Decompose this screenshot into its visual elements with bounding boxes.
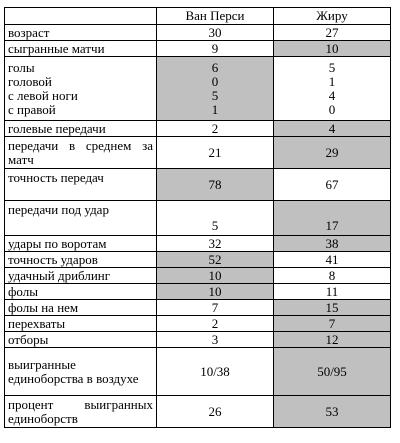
row-label: сыгранные матчи [5, 41, 157, 57]
player1-value: 10 [157, 284, 274, 300]
table-body [5, 25, 391, 428]
player1-value: 1 [211, 101, 219, 117]
player1-value: 2 [157, 121, 274, 137]
row-label: точность ударов [5, 252, 157, 268]
row-label: возраст [5, 25, 157, 41]
table-row [5, 236, 391, 252]
table-row [5, 201, 391, 236]
player2-value: 27 [274, 25, 391, 41]
table-row [5, 300, 391, 316]
table-row [5, 41, 391, 57]
player1-value: 32 [157, 236, 274, 252]
row-label: с правой [8, 101, 56, 117]
row-label: голы [8, 59, 35, 75]
table-row [5, 57, 391, 121]
player2-value: 4 [274, 121, 391, 137]
player2-value: 15 [274, 300, 391, 316]
row-label: выигранные единоборства в воздухе [5, 348, 157, 396]
row-label: с левой ноги [8, 87, 78, 103]
player1-value: 6 [211, 59, 219, 75]
row-label: отборы [5, 332, 157, 348]
player1-value: 52 [157, 252, 274, 268]
row-label: фолы [5, 284, 157, 300]
table-row [5, 25, 391, 41]
row-label: фолы на нем [5, 300, 157, 316]
table-row [5, 284, 391, 300]
player1-value: 5 [157, 201, 274, 236]
player2-value: 0 [328, 101, 336, 117]
player2-value: 7 [274, 316, 391, 332]
row-label: удачный дриблинг [5, 268, 157, 284]
table-row [5, 268, 391, 284]
table-row [5, 252, 391, 268]
header-row [5, 8, 391, 25]
player1-value: 0 [211, 73, 219, 89]
player1-value: 10/38 [157, 348, 274, 396]
table-row [5, 169, 391, 201]
player2-value: 1 [328, 73, 336, 89]
player1-value: 5 [211, 87, 219, 103]
player1-value-group [157, 57, 274, 121]
player1-value: 26 [157, 396, 274, 428]
row-label: голевые передачи [5, 121, 157, 137]
player1-value: 10 [157, 268, 274, 284]
player2-value-group [274, 57, 391, 121]
player2-value: 4 [328, 87, 336, 103]
player2-value: 10 [274, 41, 391, 57]
player2-value: 38 [274, 236, 391, 252]
player2-value: 29 [274, 137, 391, 169]
header-blank-cell [5, 8, 157, 25]
player2-value: 41 [274, 252, 391, 268]
row-label: удары по воротам [5, 236, 157, 252]
header-player2: Жиру [274, 8, 391, 25]
row-label: точность передач [5, 169, 157, 201]
row-label: процент выигранных единоборств [5, 396, 157, 428]
table-row [5, 396, 391, 428]
player2-value: 12 [274, 332, 391, 348]
table-row [5, 348, 391, 396]
player2-value: 11 [274, 284, 391, 300]
table-row [5, 137, 391, 169]
player2-value: 53 [274, 396, 391, 428]
player2-value: 5 [328, 59, 336, 75]
player2-value: 8 [274, 268, 391, 284]
player1-value: 21 [157, 137, 274, 169]
player1-value: 3 [157, 332, 274, 348]
row-label: головой [8, 73, 52, 89]
row-label: передачи в среднем за матч [5, 137, 157, 169]
row-label: передачи под удар [5, 201, 157, 236]
player1-value: 30 [157, 25, 274, 41]
row-label-group [5, 57, 157, 121]
player1-value: 7 [157, 300, 274, 316]
player-comparison-table [4, 7, 391, 428]
table-row [5, 121, 391, 137]
header-player1: Ван Перси [157, 8, 274, 25]
player2-value: 67 [274, 169, 391, 201]
player1-value: 78 [157, 169, 274, 201]
table-row [5, 316, 391, 332]
player1-value: 2 [157, 316, 274, 332]
player1-value: 9 [157, 41, 274, 57]
row-label: перехваты [5, 316, 157, 332]
player2-value: 17 [274, 201, 391, 236]
stats-table-container [4, 7, 391, 428]
player2-value: 50/95 [274, 348, 391, 396]
table-row [5, 332, 391, 348]
